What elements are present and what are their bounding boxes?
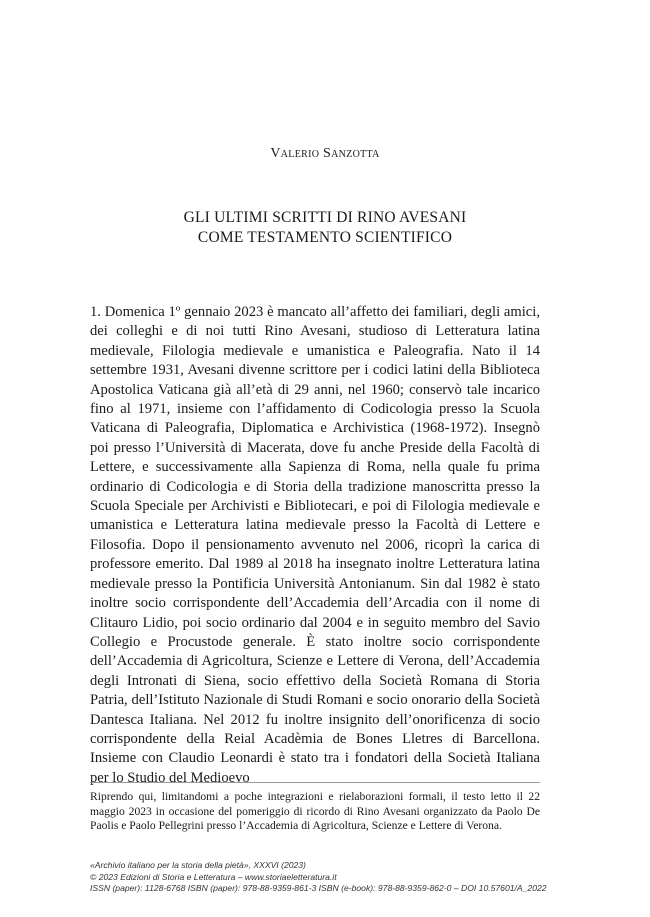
article-title-line-1: GLI ULTIMI SCRITTI DI RINO AVESANI	[183, 209, 467, 226]
footnote: Riprendo qui, limitandomi a poche integrazioni e rielaborazioni formali, il testo letto il 22 maggio 2023 in occasione del pomeriggio di ricordo di Rino Avesani organizzato da Paolo De Paolis e Paolo Pellegrini presso l’Accademia di Agricoltura, Scienze e Lettere di Verona.	[90, 790, 540, 833]
imprint-journal: «Archivio italiano per la storia della pietà», XXXVI (2023)	[90, 860, 306, 870]
author-name	[0, 146, 650, 162]
article-title	[0, 208, 650, 248]
imprint-identifiers: ISSN (paper): 1128-6768 ISBN (paper): 978-88-9359-861-3 ISBN (e-book): 978-88-9359-862-0 – DOI 10.57601/A_2022	[90, 883, 547, 894]
imprint-block	[90, 860, 560, 895]
author-name-text: Valerio Sanzotta	[270, 146, 380, 161]
footnote-divider	[90, 782, 540, 783]
article-title-line-2: COME TESTAMENTO SCIENTIFICO	[197, 229, 453, 246]
body-paragraph: 1. Domenica 1º gennaio 2023 è mancato all’affetto dei familiari, degli amici, dei colleghi e di noi tutti Rino Avesani, studioso di Letteratura latina medievale, Filologia medievale e umanistica e Paleografia. Nato il 14 settembre 1931, Avesani divenne scrittore per i codici latini della Biblioteca Apostolica Vaticana già all’età di 29 anni, nel 1960; conservò tale incarico fino al 1971, insieme con l’affidamento di Codicologia presso la Scuola Vaticana di Paleografia, Diplomatica e Archivistica (1968-1972). Insegnò poi presso l’Università di Macerata, dove fu anche Preside della Facoltà di Lettere, e successivamente alla Sapienza di Roma, nella quale fu prima ordinario di Codicologia e di Storia della tradizione manoscritta presso la Scuola Speciale per Archivisti e Bibliotecari, e poi di Filologia medievale e umanistica e Letteratura latina medievale presso la Facoltà di Lettere e Filosofia. Dopo il pensionamento avvenuto nel 2006, ricoprì la carica di professore emerito. Dal 1989 al 2018 ha insegnato inoltre Letteratura latina medievale presso la Pontificia Università Antonianum. Sin dal 1982 è stato inoltre socio corrispondente dell’Accademia dell’Arcadia con il nome di Clitauro Lidio, poi socio ordinario dal 2004 e in seguito membro del Savio Collegio e Procustode generale. È stato inoltre socio corrispondente dell’Accademia di Agricoltura, Scienze e Lettere di Verona, dell’Accademia degli Intronati di Siena, socio effettivo della Società Romana di Storia Patria, dell’Istituto Nazionale di Studi Romani e socio onorario della Società Dantesca Italiana. Nel 2012 fu inoltre insignito dell’onorificenza di socio corrispondente della Reial Acadèmia de Bones Lletres di Barcellona. Insieme con Claudio Leonardi è stato tra i fondatori della Società Italiana per lo Studio del Medioevo	[90, 304, 540, 786]
imprint-copyright: © 2023 Edizioni di Storia e Letteratura – www.storiaeletteratura.it	[90, 871, 337, 882]
